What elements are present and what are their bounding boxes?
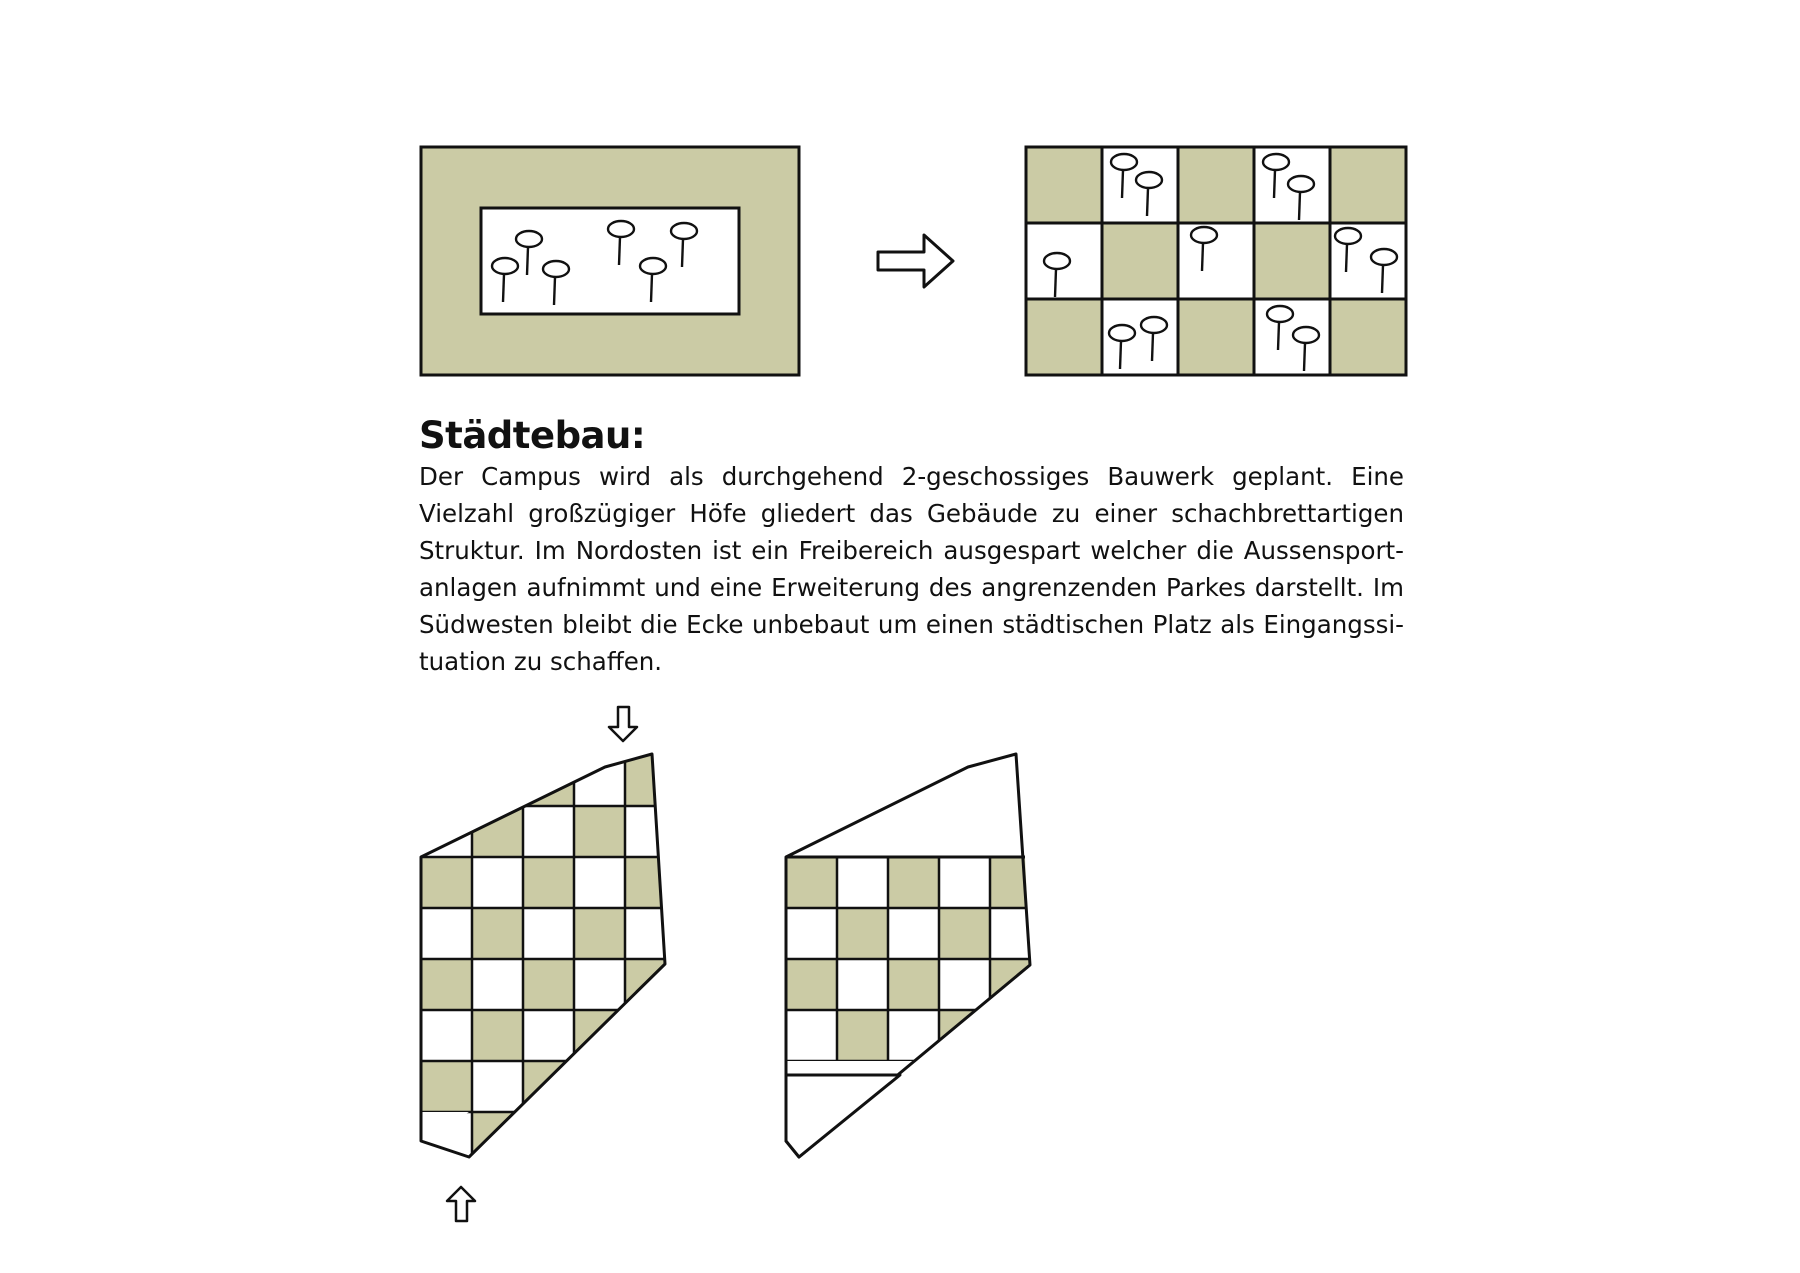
checkerboard-diagram xyxy=(1026,147,1406,375)
closed-block-diagram xyxy=(421,147,799,375)
paragraph-line: anlagen aufnimmt und eine Erweiterung des angrenzenden Parkes darstellt. Im xyxy=(419,573,1404,602)
site-plan-reduced xyxy=(780,754,1041,1157)
paragraph-line: Der Campus wird als durchgehend 2-geschossiges Bauwerk geplant. Eine xyxy=(419,462,1404,491)
paragraph-line: Südwesten bleibt die Ecke unbebaut um einen städtischen Platz als Eingangssi- xyxy=(419,610,1404,639)
section-heading: Städtebau: xyxy=(419,414,646,457)
paragraph-line: Vielzahl großzügiger Höfe gliedert das Gebäude zu einer schachbrettartigen xyxy=(419,499,1404,528)
down-arrow-icon xyxy=(609,707,637,741)
paragraph-line: Struktur. Im Nordosten ist ein Freibereich ausgespart welcher die Aussensport- xyxy=(419,536,1404,565)
paragraph-line: tuation zu schaffen. xyxy=(419,647,663,676)
site-plan-checkerboard xyxy=(400,740,700,1180)
up-arrow-icon xyxy=(447,1187,475,1221)
right-arrow-icon xyxy=(878,235,953,287)
description-paragraph xyxy=(419,458,1404,680)
